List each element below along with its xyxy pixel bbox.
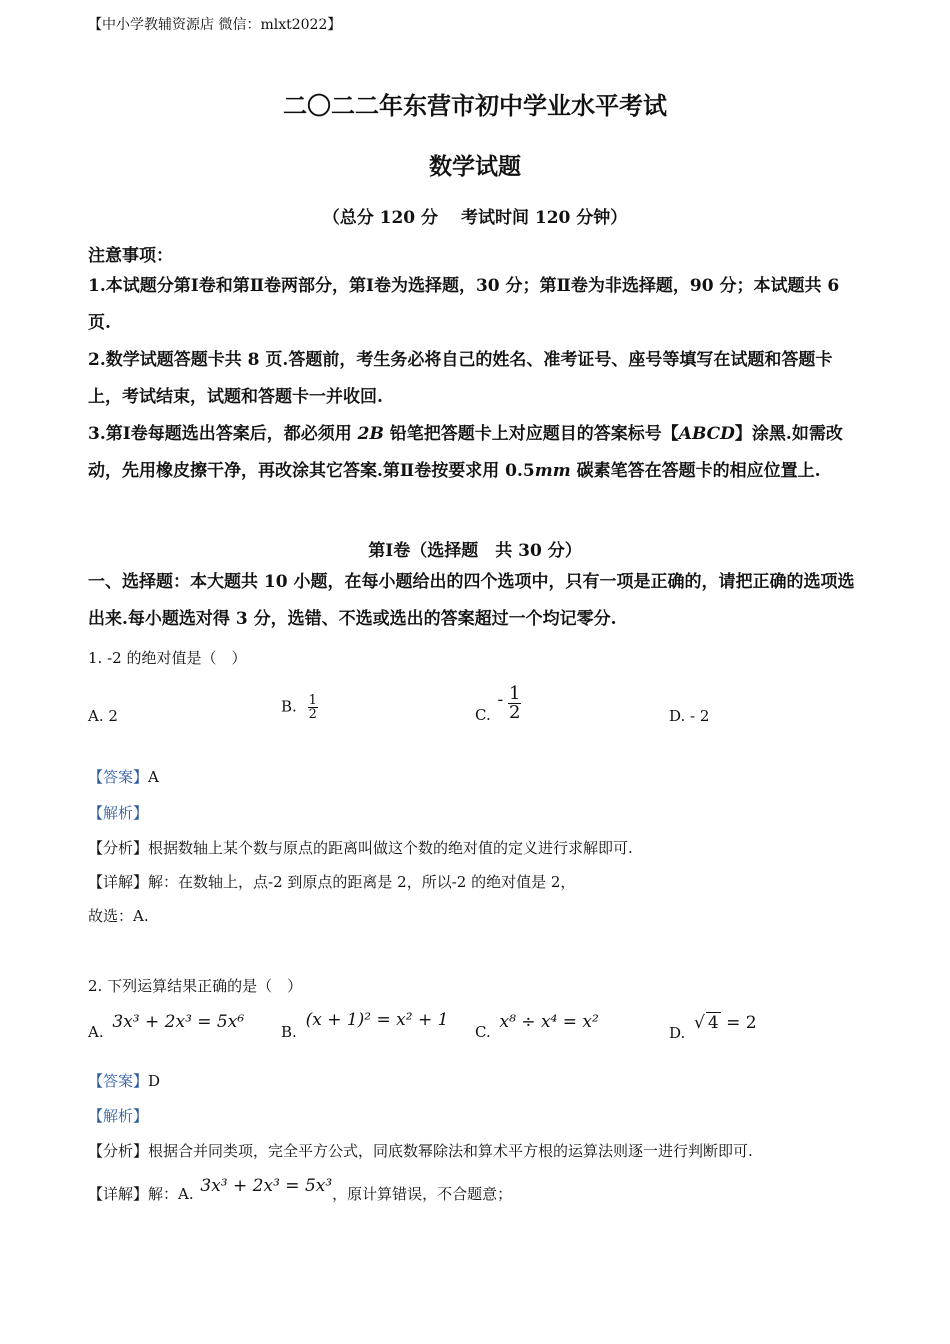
- subject-title: 数学试题: [429, 153, 521, 180]
- detail-text: 解：在数轴上，点-2 到原点的距离是 2，所以-2 的绝对值是 2，: [148, 873, 576, 891]
- detail-suffix: ，原计算错误，不合题意；: [332, 1185, 513, 1203]
- q1-detail: [88, 871, 575, 892]
- option-label: D.: [669, 707, 686, 725]
- exam-title: 二〇二二年东营市初中学业水平考试: [283, 91, 667, 120]
- note3-pencil: 2B: [357, 424, 384, 444]
- note3-part: 】涂黑.如需改动，先用橡皮擦干净，再改涂其它答案.第Ⅱ卷按要求用: [88, 424, 843, 481]
- detail-tag: 【详解】: [88, 873, 149, 891]
- note3-abcd: ABCD: [678, 424, 735, 444]
- option-value: 2: [108, 707, 118, 725]
- q2-option-b: [281, 1010, 448, 1041]
- option-label: B.: [281, 697, 297, 716]
- fenxi-text: 根据合并同类项，完全平方公式，同底数幂除法和算术平方根的运算法则逐一进行判断即可.: [148, 1142, 753, 1160]
- radicand: 4: [707, 1013, 719, 1033]
- q1-fenxi: [88, 837, 633, 858]
- detail-prefix: 解：A.: [148, 1185, 194, 1203]
- math-expression: 3x³ + 2x³ = 5x⁶: [112, 1012, 245, 1032]
- option-label: C.: [475, 1023, 491, 1041]
- q1-option-d: [669, 707, 709, 725]
- option-label: A.: [88, 1023, 104, 1041]
- q2-detail: [88, 1176, 512, 1204]
- answer-value: D: [148, 1072, 161, 1090]
- q2-option-d: [669, 1012, 757, 1042]
- fraction: [508, 682, 521, 723]
- notes-heading: 注意事项：: [88, 246, 173, 266]
- q1-answer: [88, 766, 159, 787]
- answer-tag: 【答案】: [88, 1072, 149, 1090]
- fraction: [308, 694, 318, 721]
- q2-fenxi: [88, 1140, 753, 1161]
- q2-analysis-tag: 【解析】: [88, 1107, 149, 1125]
- option-label: C.: [475, 706, 491, 724]
- option-value: - 2: [690, 707, 710, 725]
- sqrt-expression: √ 4 = 2: [694, 1013, 757, 1033]
- q1-option-b: [281, 694, 318, 721]
- option-label: B.: [281, 1023, 297, 1041]
- q1-analysis-tag: 【解析】: [88, 804, 149, 822]
- option-label: D.: [669, 1024, 686, 1042]
- sqrt-result: = 2: [720, 1013, 757, 1033]
- option-label: A.: [88, 707, 104, 725]
- watermark: 【中小学教辅资源店 微信：mlxt2022】: [88, 17, 342, 33]
- exam-meta: （总分 120 分 考试时间 120 分钟）: [322, 208, 628, 228]
- q2-answer: [88, 1070, 160, 1091]
- answer-tag: 【答案】: [88, 768, 149, 786]
- note3-part: 碳素笔答在答题卡的相应位置上.: [570, 461, 821, 481]
- math-expression: (x + 1)² = x² + 1: [305, 1010, 449, 1030]
- q2-option-c: [475, 1012, 599, 1041]
- note3-part: 铅笔把答题卡上对应题目的答案标号【: [383, 424, 679, 444]
- q1-conclusion: 故选：A.: [88, 907, 149, 925]
- fenxi-tag: 【分析】: [88, 1142, 149, 1160]
- q1-option-a: [88, 707, 118, 725]
- fenxi-tag: 【分析】: [88, 839, 149, 857]
- note-item-1: 1.本试题分第Ⅰ卷和第Ⅱ卷两部分，第Ⅰ卷为选择题，30 分；第Ⅱ卷为非选择题，90 分；本试题共 6 页.: [88, 276, 840, 333]
- fraction-denominator: 2: [509, 701, 521, 723]
- q1-option-c: [475, 682, 521, 724]
- q1-stem: 1. -2 的绝对值是（ ）: [88, 649, 247, 667]
- math-expression: 3x³ + 2x³ = 5x³: [200, 1176, 333, 1196]
- section1-instruction: 一、选择题：本大题共 10 小题，在每小题给出的四个选项中，只有一项是正确的，请把正确的选项选出来.每小题选对得 3 分，选错、不选或选出的答案超过一个均记零分.: [88, 572, 855, 629]
- section1-heading: 第Ⅰ卷（选择题 共 30 分）: [368, 541, 582, 561]
- note-item-2: 2.数学试题答题卡共 8 页.答题前，考生务必将自己的姓名、准考证号、座号等填写在试题和答题卡上，考试结束，试题和答题卡一并收回.: [88, 350, 833, 407]
- fenxi-text: 根据数轴上某个数与原点的距离叫做这个数的绝对值的定义进行求解即可.: [148, 839, 633, 857]
- detail-tag: 【详解】: [88, 1185, 149, 1203]
- q2-option-a: [88, 1012, 244, 1041]
- note3-size: 0.5: [505, 461, 535, 481]
- fraction-numerator: 1: [509, 682, 521, 704]
- note3-part: 3.第Ⅰ卷每题选出答案后，都必须用: [88, 424, 358, 444]
- note3-unit: mm: [534, 461, 571, 481]
- answer-value: A: [148, 768, 159, 786]
- fraction-denominator: 2: [308, 707, 317, 722]
- note-item-3: [88, 416, 863, 490]
- fraction-numerator: 1: [308, 693, 317, 708]
- q2-stem: 2. 下列运算结果正确的是（ ）: [88, 977, 303, 995]
- minus-sign: -: [497, 690, 504, 710]
- math-expression: x⁸ ÷ x⁴ = x²: [499, 1012, 599, 1032]
